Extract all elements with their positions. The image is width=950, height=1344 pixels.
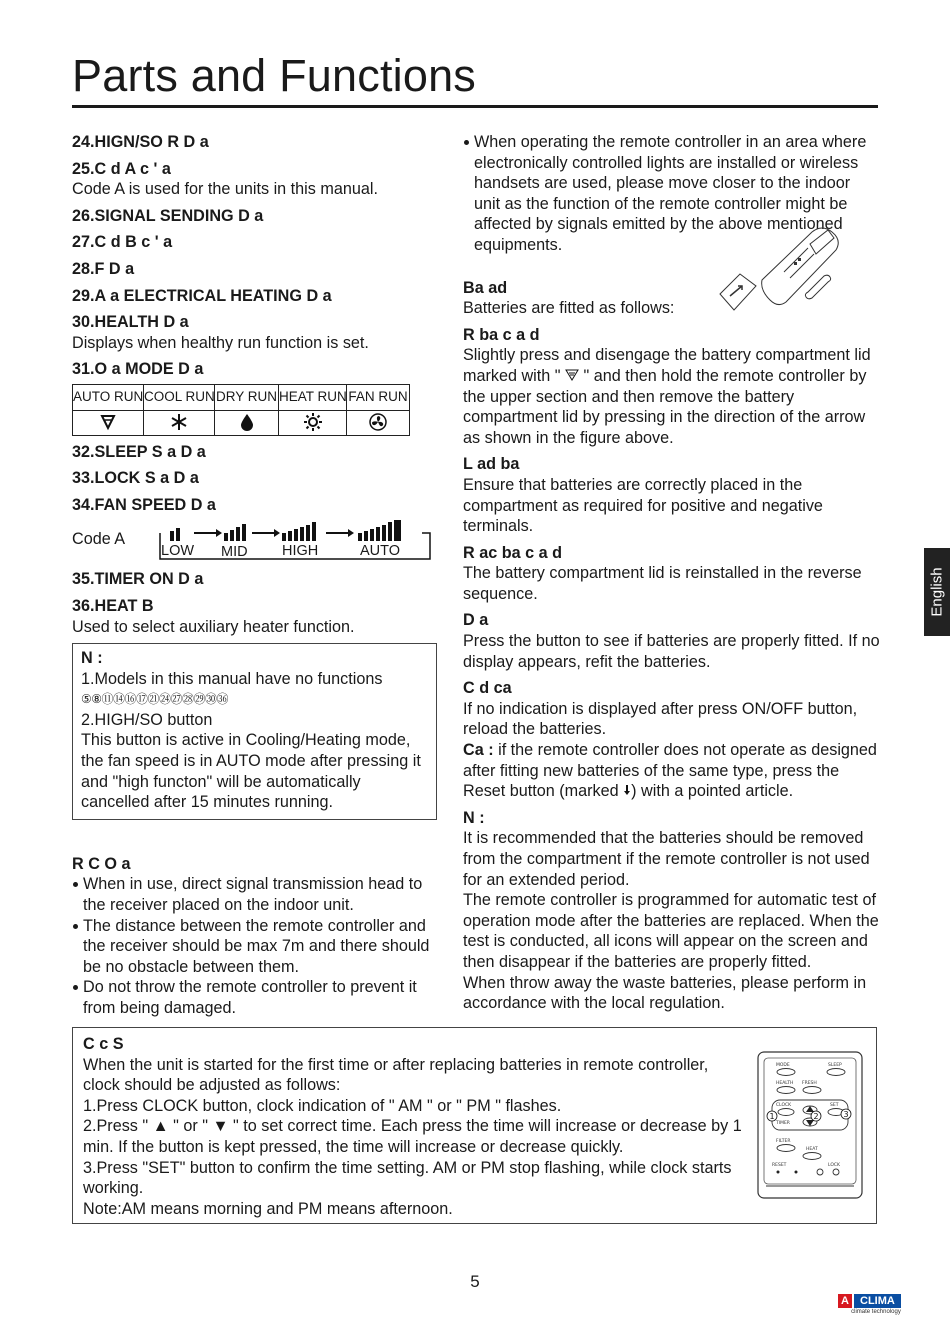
fan-low-bars: [170, 528, 180, 541]
battery-note-heading: N :: [463, 808, 485, 827]
remote-label-mode: MODE: [776, 1063, 790, 1068]
remove-lid-heading: R ba c a d: [463, 325, 540, 344]
clock-step-2: 2.Press " ▲ " or " ▼ " to set correct time. Each press the time will increase or decrease by 1 min. If the button is kept pressed, the time will increase or decrease quickly.: [83, 1117, 742, 1156]
mode-dry-label: DRY RUN: [215, 385, 278, 411]
page-title: Parts and Functions: [72, 50, 477, 101]
fan-level-auto: AUTO: [360, 543, 401, 560]
mode-auto: [73, 385, 144, 435]
fan-high-bars: [282, 522, 316, 541]
clock-setting-heading: C c S: [83, 1035, 124, 1053]
display-heading: D a: [463, 611, 489, 630]
logo-mark: A: [838, 1294, 852, 1308]
callout-1: 1: [769, 1112, 775, 1121]
callout-2: 2: [813, 1112, 819, 1121]
language-tab: [924, 548, 950, 636]
item-29-heading: 29.A a ELECTRICAL HEATING D a: [72, 286, 332, 305]
item-31-heading: 31.O a MODE D a: [72, 360, 204, 379]
battery-note-2: The remote controller is programmed for automatic test of operation mode after the batteries are replaced. When the test is conducted, all icons will appear on the screen and then disappear if the batteries are properly fitted.: [463, 891, 879, 971]
mode-cool-label: COOL RUN: [144, 385, 214, 411]
remote-bullet-1: When in use, direct signal transmission head to the receiver placed on the indoor unit.: [72, 874, 442, 915]
note-1: 1.Models in this manual have no functions: [81, 669, 383, 688]
battery-heading: Ba ad: [463, 278, 508, 297]
battery-note-1: It is recommended that the batteries should be removed from the compartment if the remote controller is not used for an extended period.: [463, 829, 870, 889]
fan-code-label: Code A: [72, 530, 126, 549]
change-battery-text: If no indication is displayed after press ON/OFF button, reload the batteries.: [463, 699, 858, 739]
reset-mark-icon: [623, 784, 631, 796]
sun-icon: [279, 411, 346, 435]
remote-operation-heading: R C O a: [72, 854, 131, 873]
remove-lid-text-b: " and then hold the remote controller by the upper section and then remove the battery compartment lid by pressing in the direction of the arrow as shown in the figure above.: [463, 366, 867, 447]
mode-dry: [215, 385, 279, 435]
remote-label-heat: HEAT: [806, 1147, 818, 1152]
remove-lid-text-a: Slightly press and disengage the battery compartment lid marked with ": [463, 346, 871, 385]
item-28-heading: 28.F D a: [72, 259, 135, 278]
clock-setting-box: [72, 1027, 877, 1224]
mode-fan: [347, 385, 409, 435]
battery-note-3: When throw away the waste batteries, please perform in accordance with the local regulation.: [463, 973, 867, 1013]
remote-label-lock: LOCK: [828, 1163, 840, 1168]
load-battery-heading: L ad ba: [463, 455, 520, 474]
auto-run-icon: [73, 411, 143, 435]
mode-cool: [144, 385, 215, 435]
remote-label-reset: RESET: [772, 1163, 787, 1168]
battery-install-illustration: [712, 224, 847, 316]
item-33-heading: 33.LOCK S a D a: [72, 469, 199, 488]
remote-label-sleep: SLEEP: [828, 1063, 842, 1068]
item-25-text: Code A is used for the units in this manual.: [72, 180, 378, 199]
mode-auto-label: AUTO RUN: [73, 385, 143, 411]
item-30-heading: 30.HEALTH D a: [72, 313, 189, 332]
clock-step-1: 1.Press CLOCK button, clock indication of " AM " or " PM " flashes.: [83, 1096, 562, 1115]
reinstall-lid-heading: R ac ba c a d: [463, 543, 562, 562]
item-32-heading: 32.SLEEP S a D a: [72, 442, 206, 461]
callout-3: 3: [843, 1110, 849, 1119]
logo-tagline: climate technology: [851, 1309, 901, 1315]
display-text: Press the button to see if batteries are properly fitted. If no display appears, refit the batteries.: [463, 632, 880, 671]
clock-step-3: 3.Press "SET" button to confirm the time setting. AM or PM stop flashing, while clock starts working.: [83, 1158, 732, 1198]
remote-label-health: HEALTH: [776, 1081, 794, 1086]
note-2: 2.HIGH/SO button: [81, 710, 213, 729]
note-1-circled-numbers: ⑤⑧⑪⑭⑯⑰㉑㉔㉗㉘㉙㉚㊱: [81, 692, 229, 707]
remote-label-filter: FILTER: [776, 1139, 791, 1144]
caution-label: Ca :: [463, 741, 494, 760]
title-divider: [72, 105, 878, 108]
arrow-icon: [216, 529, 222, 537]
caution-text: [463, 740, 881, 802]
clock-note: Note:AM means morning and PM means afternoon.: [83, 1199, 453, 1218]
item-35-heading: 35.TIMER ON D a: [72, 570, 204, 589]
remote-bullet-2: The distance between the remote controller and the receiver should be max 7m and there should be no obstacle between them.: [72, 916, 442, 978]
change-battery-heading: C d ca: [463, 679, 512, 698]
clock-intro: When the unit is started for the first time or after replacing batteries in remote controller, clock should be adjusted as follows:: [83, 1055, 709, 1095]
item-30-text: Displays when healthy run function is set.: [72, 333, 369, 352]
load-battery-text: Ensure that batteries are correctly placed in the compartment as required for positive and negative terminals.: [463, 475, 823, 536]
snowflake-icon: [144, 411, 214, 435]
remote-label-fresh: FRESH: [802, 1081, 817, 1086]
item-25-heading: 25.C d A c ' a: [72, 159, 171, 178]
logo-brand: CLIMA: [854, 1294, 901, 1308]
left-column: [72, 132, 442, 1019]
arrow-icon: [348, 529, 354, 537]
item-24-heading: 24.HIGN/SO R D a: [72, 133, 209, 151]
reinstall-lid-text: The battery compartment lid is reinstalled in the reverse sequence.: [463, 564, 862, 603]
language-tab-label: English: [928, 567, 946, 617]
page-number: 5: [470, 1272, 480, 1291]
remove-lid-text: [463, 345, 881, 448]
remote-label-clock: CLOCK: [776, 1103, 792, 1108]
item-27-heading: 27.C d B c ' a: [72, 233, 173, 252]
item-26-heading: 26.SIGNAL SENDING D a: [72, 206, 264, 225]
remote-label-timer: TIMER: [776, 1121, 790, 1126]
water-drop-icon: [215, 411, 278, 435]
note-title: N :: [81, 649, 103, 668]
battery-text: Batteries are fitted as follows:: [463, 299, 675, 318]
caution-text-a: if the remote controller does not operate as designed after fitting new batteries of the same type, press the Reset button (marked: [463, 741, 877, 801]
note-2-body: This button is active in Cooling/Heating mode, the fan speed is in AUTO mode after pressing it and "high functon" will be automatically cancelled after 15 minutes running.: [81, 731, 421, 812]
item-36-text: Used to select auxiliary heater function.: [72, 617, 355, 636]
note-box: [72, 643, 437, 820]
mode-table: [72, 384, 410, 436]
fan-speed-diagram: [72, 519, 442, 563]
fan-auto-bars: [358, 520, 401, 541]
remote-controller-illustration: [756, 1050, 864, 1200]
mode-fan-label: FAN RUN: [347, 385, 409, 411]
brand-logo: [838, 1294, 901, 1315]
mode-heat: [279, 385, 347, 435]
mode-heat-label: HEAT RUN: [279, 385, 346, 411]
fan-mid-bars: [224, 524, 246, 541]
item-36-heading: 36.HEAT B: [72, 596, 154, 615]
remote-bullet-3: Do not throw the remote controller to prevent it from being damaged.: [72, 977, 442, 1018]
caution-text-b: ) with a pointed article.: [631, 782, 794, 801]
fan-level-mid: MID: [221, 544, 248, 561]
fan-level-high: HIGH: [282, 543, 319, 560]
remote-label-set: SET: [830, 1103, 839, 1108]
fan-level-low: LOW: [161, 543, 195, 560]
arrow-icon: [274, 529, 280, 537]
item-34-heading: 34.FAN SPEED D a: [72, 495, 216, 514]
lid-mark-icon: [565, 369, 579, 381]
interference-bullet: When operating the remote controller in an area where electronically controlled lights are installed or wireless handsets are used, please move closer to the indoor unit as the function of the remote controller might be affected by signals emitted by the above mentioned equipments.: [463, 132, 878, 256]
fan-icon: [347, 411, 409, 435]
